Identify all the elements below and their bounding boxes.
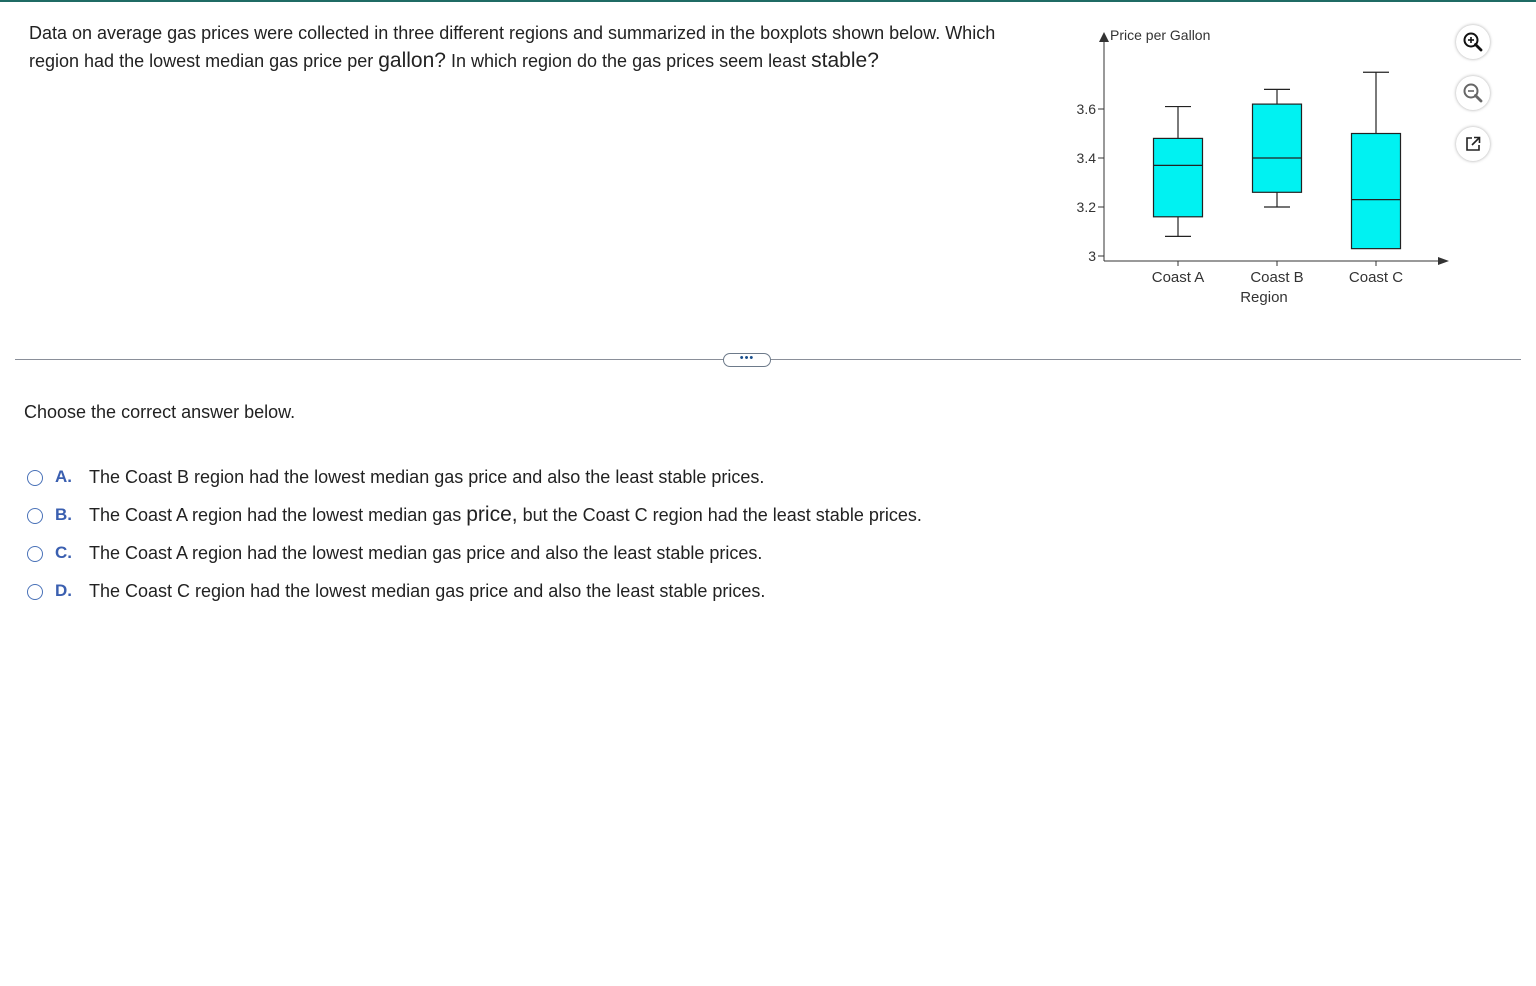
option-b-text-after: but the Coast C region had the least stable prices. [517,505,922,525]
option-text-d: The Coast C region had the lowest median gas price and also the least stable prices. [89,580,766,601]
option-letter-a: A. [55,467,72,486]
boxplot-chart [1060,20,1460,320]
boxplot-figure [1060,20,1460,320]
coast-a-box [1154,138,1203,216]
option-letter-d: D. [55,581,72,600]
option-letter-c: C. [55,543,72,562]
option-text-b [89,503,922,527]
question-text [29,20,1039,75]
y-tick-label-3: 3 [1088,248,1096,264]
option-text-a: The Coast B region had the lowest median gas price and also the least stable prices. [89,466,765,487]
radio-button-c[interactable] [27,546,43,562]
coast-a-x-label: Coast A [1151,269,1205,286]
x-axis-label: Region [1240,289,1288,306]
answer-options [27,458,1127,610]
more-options-button[interactable]: ••• [723,353,771,367]
option-text-c: The Coast A region had the lowest median gas price and also the least stable prices. [89,542,763,563]
y-tick-label-3.2: 3.2 [1076,199,1096,215]
x-axis-arrow [1438,257,1449,265]
radio-button-d[interactable] [27,584,43,600]
y-tick-label-3.4: 3.4 [1076,150,1096,166]
coast-c-box [1352,134,1401,249]
option-a[interactable] [27,458,1127,496]
top-accent-rule [0,0,1536,2]
option-b[interactable] [27,496,1127,534]
option-d[interactable] [27,572,1127,610]
coast-c-x-label: Coast C [1348,269,1404,286]
y-axis-label: Price per Gallon [1110,27,1211,43]
radio-button-a[interactable] [27,470,43,486]
question-part-1: Data on average gas prices were collected in three different regions and summarized in the boxplots shown below. Which region had the lowest median gas price per [29,23,996,71]
option-letter-b: B. [55,505,72,524]
y-tick-label-3.6: 3.6 [1076,101,1096,117]
option-b-text-big: price, [466,503,518,526]
coast-b-box [1253,104,1302,192]
question-word-gallon: gallon? [378,49,446,72]
coast-b-x-label: Coast B [1250,269,1304,286]
answer-prompt: Choose the correct answer below. [24,402,296,422]
question-word-stable: stable? [811,49,879,72]
option-b-text-before: The Coast A region had the lowest median gas [89,505,467,525]
y-axis-arrow [1099,32,1109,42]
zoom-in-button[interactable] [1456,25,1490,59]
option-c[interactable] [27,534,1127,572]
external-link-icon [1463,134,1483,154]
zoom-out-button[interactable] [1456,76,1490,110]
open-in-new-window-button[interactable] [1456,127,1490,161]
zoom-out-icon [1462,82,1484,104]
question-part-2: In which region do the gas prices seem least [445,51,812,71]
zoom-in-icon [1462,31,1484,53]
radio-button-b[interactable] [27,508,43,524]
